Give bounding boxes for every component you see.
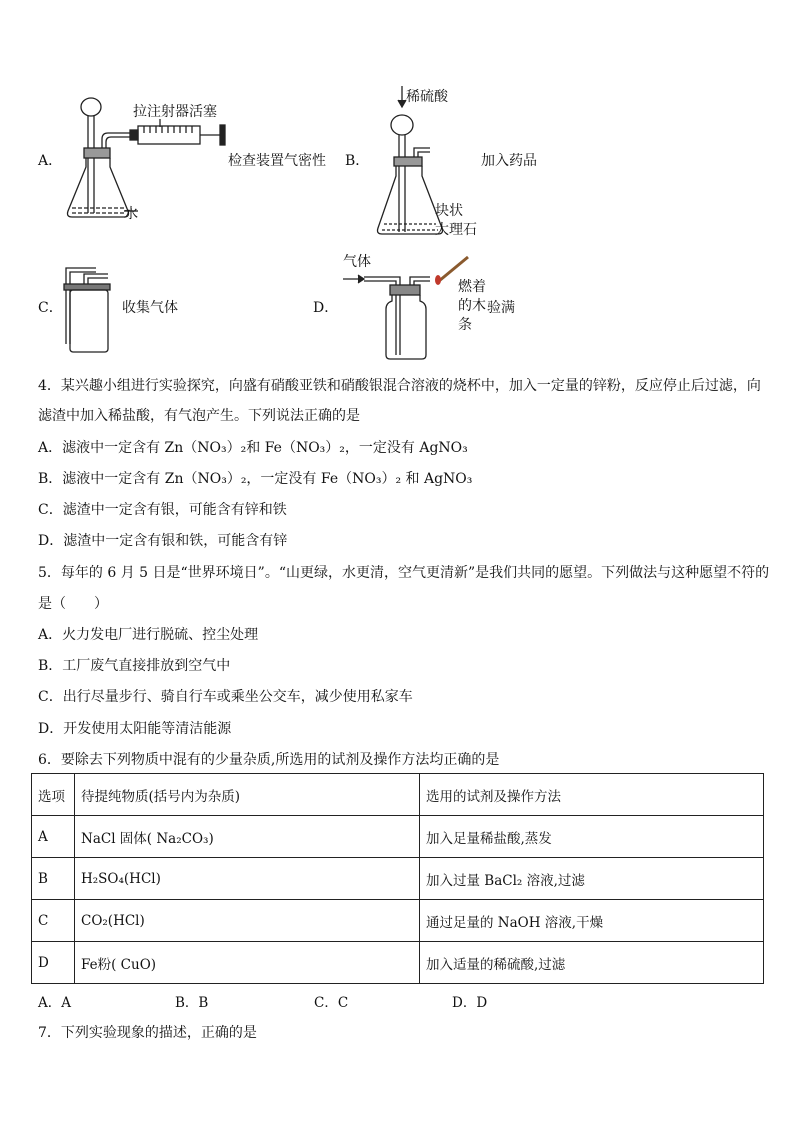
question-4-option-d: D．滤渣中一定含有银和铁，可能含有锌: [38, 533, 288, 549]
table-header-row: [32, 774, 764, 816]
table-cell: A: [32, 816, 75, 858]
table-cell: 加入适量的稀硫酸,过滤: [420, 942, 764, 984]
answer-option-b: B．B: [175, 995, 209, 1011]
question-7-stem: 7．下列实验现象的描述，正确的是: [38, 1025, 257, 1041]
option-a-caption: 检查装置气密性: [228, 153, 326, 169]
table-cell: C: [32, 900, 75, 942]
question-4-option-c: C．滤渣中一定含有银，可能含有锌和铁: [38, 502, 287, 518]
table-header-cell: 选用的试剂及操作方法: [420, 774, 764, 816]
table-cell: D: [32, 942, 75, 984]
question-5-stem-line2: 是（ ）: [38, 596, 108, 612]
answer-option-d: D．D: [452, 995, 488, 1011]
gas-bottle-diagram: [62, 262, 122, 362]
table-row: [32, 858, 764, 900]
option-c-caption: 收集气体: [122, 300, 178, 316]
table-cell: NaCl 固体( Na₂CO₃): [75, 816, 420, 858]
question-4-stem-line2: 滤渣中加入稀盐酸，有气泡产生。下列说法正确的是: [38, 408, 360, 424]
question-5-option-a: A．火力发电厂进行脱硫、控尘处理: [38, 627, 259, 643]
answer-option-a: A．A: [38, 995, 71, 1011]
table-cell: 加入过量 BaCl₂ 溶液,过滤: [420, 858, 764, 900]
table-cell: H₂SO₄(HCl): [75, 858, 420, 900]
table-cell: Fe粉( CuO): [75, 942, 420, 984]
stick-label-2: 的木: [458, 298, 486, 314]
stick-label-3: 条: [458, 317, 472, 333]
table-cell: CO₂(HCl): [75, 900, 420, 942]
option-d-caption: 验满: [487, 300, 515, 316]
table-row: [32, 942, 764, 984]
option-a-letter: A．: [38, 153, 63, 169]
question-4-option-a: A．滤液中一定含有 Zn（NO₃）₂和 Fe（NO₃）₂，一定没有 AgNO₃: [38, 440, 468, 456]
table-row: [32, 816, 764, 858]
table-row: [32, 900, 764, 942]
options-table: [31, 773, 764, 984]
acid-label: 稀硫酸: [406, 89, 448, 105]
gas-check-diagram: [340, 255, 475, 365]
question-5-option-d: D．开发使用太阳能等清洁能源: [38, 721, 232, 737]
table-cell: 加入足量稀盐酸,蒸发: [420, 816, 764, 858]
option-d-letter: D．: [313, 300, 339, 316]
answer-option-c: C．C: [314, 995, 349, 1011]
stick-label-1: 燃着: [458, 279, 486, 295]
water-label: 水: [124, 206, 138, 222]
question-5-option-b: B．工厂废气直接排放到空气中: [38, 658, 231, 674]
question-5-option-c: C．出行尽量步行、骑自行车或乘坐公交车，减少使用私家车: [38, 689, 413, 705]
option-b-caption: 加入药品: [481, 153, 537, 169]
option-c-letter: C．: [38, 300, 63, 316]
question-5-stem-line1: 5．每年的 6 月 5 日是“世界环境日”。“山更绿，水更清，空气更清新”是我们共同的愿望。下列做法与这种愿望不符的: [38, 565, 770, 581]
table-cell: 通过足量的 NaOH 溶液,干燥: [420, 900, 764, 942]
solid-label-1: 块状: [435, 203, 463, 219]
solid-label-2: 大理石: [435, 222, 477, 238]
question-4-stem-line1: 4．某兴趣小组进行实验探究，向盛有硝酸亚铁和硝酸银混合溶液的烧杯中，加入一定量的锌粉，反应停止后过滤，向: [38, 378, 761, 394]
table-cell: B: [32, 858, 75, 900]
syringe-label: 拉注射器活塞: [133, 104, 217, 120]
question-6-stem: 6．要除去下列物质中混有的少量杂质,所选用的试剂及操作方法均正确的是: [38, 752, 500, 768]
table-header-cell: 选项: [32, 774, 75, 816]
table-header-cell: 待提纯物质(括号内为杂质): [75, 774, 420, 816]
gas-label: 气体: [343, 254, 371, 270]
option-b-letter: B．: [345, 153, 370, 169]
question-4-option-b: B．滤液中一定含有 Zn（NO₃）₂，一定没有 Fe（NO₃）₂ 和 AgNO₃: [38, 471, 473, 487]
